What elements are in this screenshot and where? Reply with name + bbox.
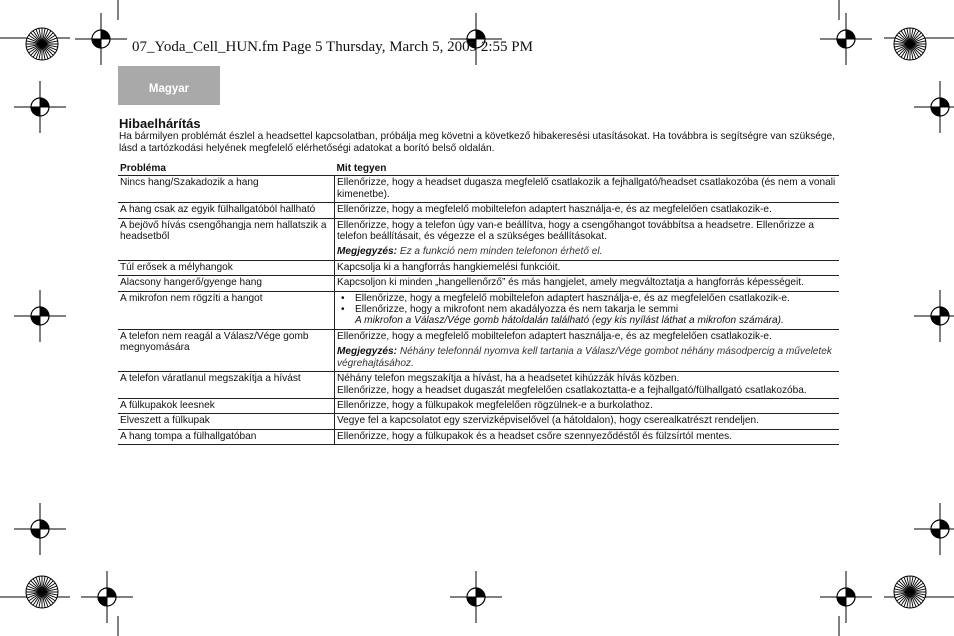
solution-cell: Kapcsolja ki a hangforrás hangkiemelési funkcióit. — [335, 260, 840, 275]
solution-cell: Kapcsoljon ki minden „hangellenőrző” és más hangjelet, amely megváltoztatja a hangforrás képességeit. — [335, 276, 840, 291]
bullet-text: Ellenőrizze, hogy a megfelelő mobiltelefon adaptert használja-e, és az megfelelően csatlakozik-e. — [355, 292, 790, 304]
solution-text: Ellenőrizze, hogy a megfelelő mobiltelefon adaptert használja-e, és az megfelelően csatlakozik-e. — [337, 330, 772, 342]
table-row — [118, 372, 839, 399]
note-label: Megjegyzés: — [337, 346, 398, 358]
solution-cell — [335, 218, 840, 260]
table-row — [118, 429, 839, 444]
solution-text-2: Ellenőrizze, hogy a headset dugaszát megfelelően csatlakoztatta-e a fejhallgató/fülhallgató csatlakozóba. — [337, 384, 807, 396]
bullet-list — [337, 293, 837, 327]
note-text: Ez a funkció nem minden telefonon érhető el. — [399, 246, 603, 258]
problem-cell: Nincs hang/Szakadozik a hang — [118, 176, 335, 203]
section-intro: Ha bármilyen problémát észlel a headsettel kapcsolatban, próbálja meg követni a következő hibakeresési utasításokat. Ha továbbra is segítségre van szüksége, lásd a tartózkodási helyének megfelelő elérhetőségi adatokat a borító belső oldalán. — [119, 131, 835, 154]
column-header-problem: Probléma — [118, 161, 335, 176]
bullet-item — [337, 293, 837, 304]
solution-cell: Ellenőrizze, hogy a fülkupakok megfelelően rögzülnek-e a burkolathoz. — [335, 398, 840, 413]
note — [337, 246, 837, 257]
problem-cell: A fülkupakok leesnek — [118, 398, 335, 413]
problem-cell: Alacsony hangerő/gyenge hang — [118, 276, 335, 291]
table-row — [118, 398, 839, 413]
table-row — [118, 203, 839, 218]
table-row — [118, 176, 839, 203]
language-tab — [118, 66, 220, 105]
solution-text: Néhány telefon megszakítja a hívást, ha a headsetet kihúzzák hívás közben. — [337, 373, 680, 385]
solution-cell: Ellenőrizze, hogy a megfelelő mobiltelefon adaptert használja-e, és az megfelelően csatlakozik-e. — [335, 203, 840, 218]
table-row — [118, 260, 839, 275]
solution-cell: Ellenőrizze, hogy a headset dugasza megfelelő csatlakozik a fejhallgató/headset csatlakozóba (és nem a vonali kimenetbe). — [335, 176, 840, 203]
note-text: Néhány telefonnál nyomva kell tartania a Válasz/Vége gombot néhány másodpercig a műveletek végrehajtásához. — [337, 346, 832, 369]
problem-cell: A telefon nem reagál a Válasz/Vége gomb megnyomására — [118, 329, 335, 371]
table-header-row — [118, 161, 839, 176]
section-title: Hibaelhárítás — [119, 116, 201, 131]
problem-cell: Elveszett a fülkupak — [118, 414, 335, 429]
table-row — [118, 218, 839, 260]
troubleshooting-table — [118, 161, 839, 445]
language-tab-label: Magyar — [148, 83, 190, 95]
problem-cell: A telefon váratlanul megszakítja a hívást — [118, 372, 335, 399]
table-row — [118, 291, 839, 329]
table-row — [118, 414, 839, 429]
solution-cell — [335, 291, 840, 329]
solution-cell — [335, 329, 840, 371]
solution-text: Ellenőrizze, hogy a telefon úgy van-e beállítva, hogy a csengőhangot továbbítsa a headsetre. Ellenőrizze a telefon beállításait, és végezze el a szükséges beállításokat. — [337, 219, 814, 243]
solution-cell: Vegye fel a kapcsolatot egy szervizképviselővel (a hátoldalon), hogy cserealkatrészt rendeljen. — [335, 414, 840, 429]
solution-cell: Ellenőrizze, hogy a fülkupakok és a headset csőre szennyeződéstől és fülzsírtól mentes. — [335, 429, 840, 444]
bullet-item — [337, 304, 837, 327]
solution-cell — [335, 372, 840, 399]
print-header-line: 07_Yoda_Cell_HUN.fm Page 5 Thursday, March 5, 2009 2:55 PM — [132, 39, 533, 55]
bullet-italic-text: A mikrofon a Válasz/Vége gomb hátoldalán található (egy kis nyílást láthat a mikrofon számára). — [355, 315, 784, 327]
problem-cell: A mikrofon nem rögzíti a hangot — [118, 291, 335, 329]
problem-cell: Túl erősek a mélyhangok — [118, 260, 335, 275]
problem-cell: A hang csak az egyik fülhallgatóból hallható — [118, 203, 335, 218]
column-header-solution: Mit tegyen — [335, 161, 840, 176]
table-row — [118, 276, 839, 291]
table-row — [118, 329, 839, 371]
bullet-text: Ellenőrizze, hogy a mikrofont nem akadályozza és nem takarja le semmi — [355, 304, 679, 316]
problem-cell: A bejövő hívás csengőhangja nem hallatszik a headsetből — [118, 218, 335, 260]
note — [337, 346, 837, 369]
note-label: Megjegyzés: — [337, 246, 398, 258]
problem-cell: A hang tompa a fülhallgatóban — [118, 429, 335, 444]
